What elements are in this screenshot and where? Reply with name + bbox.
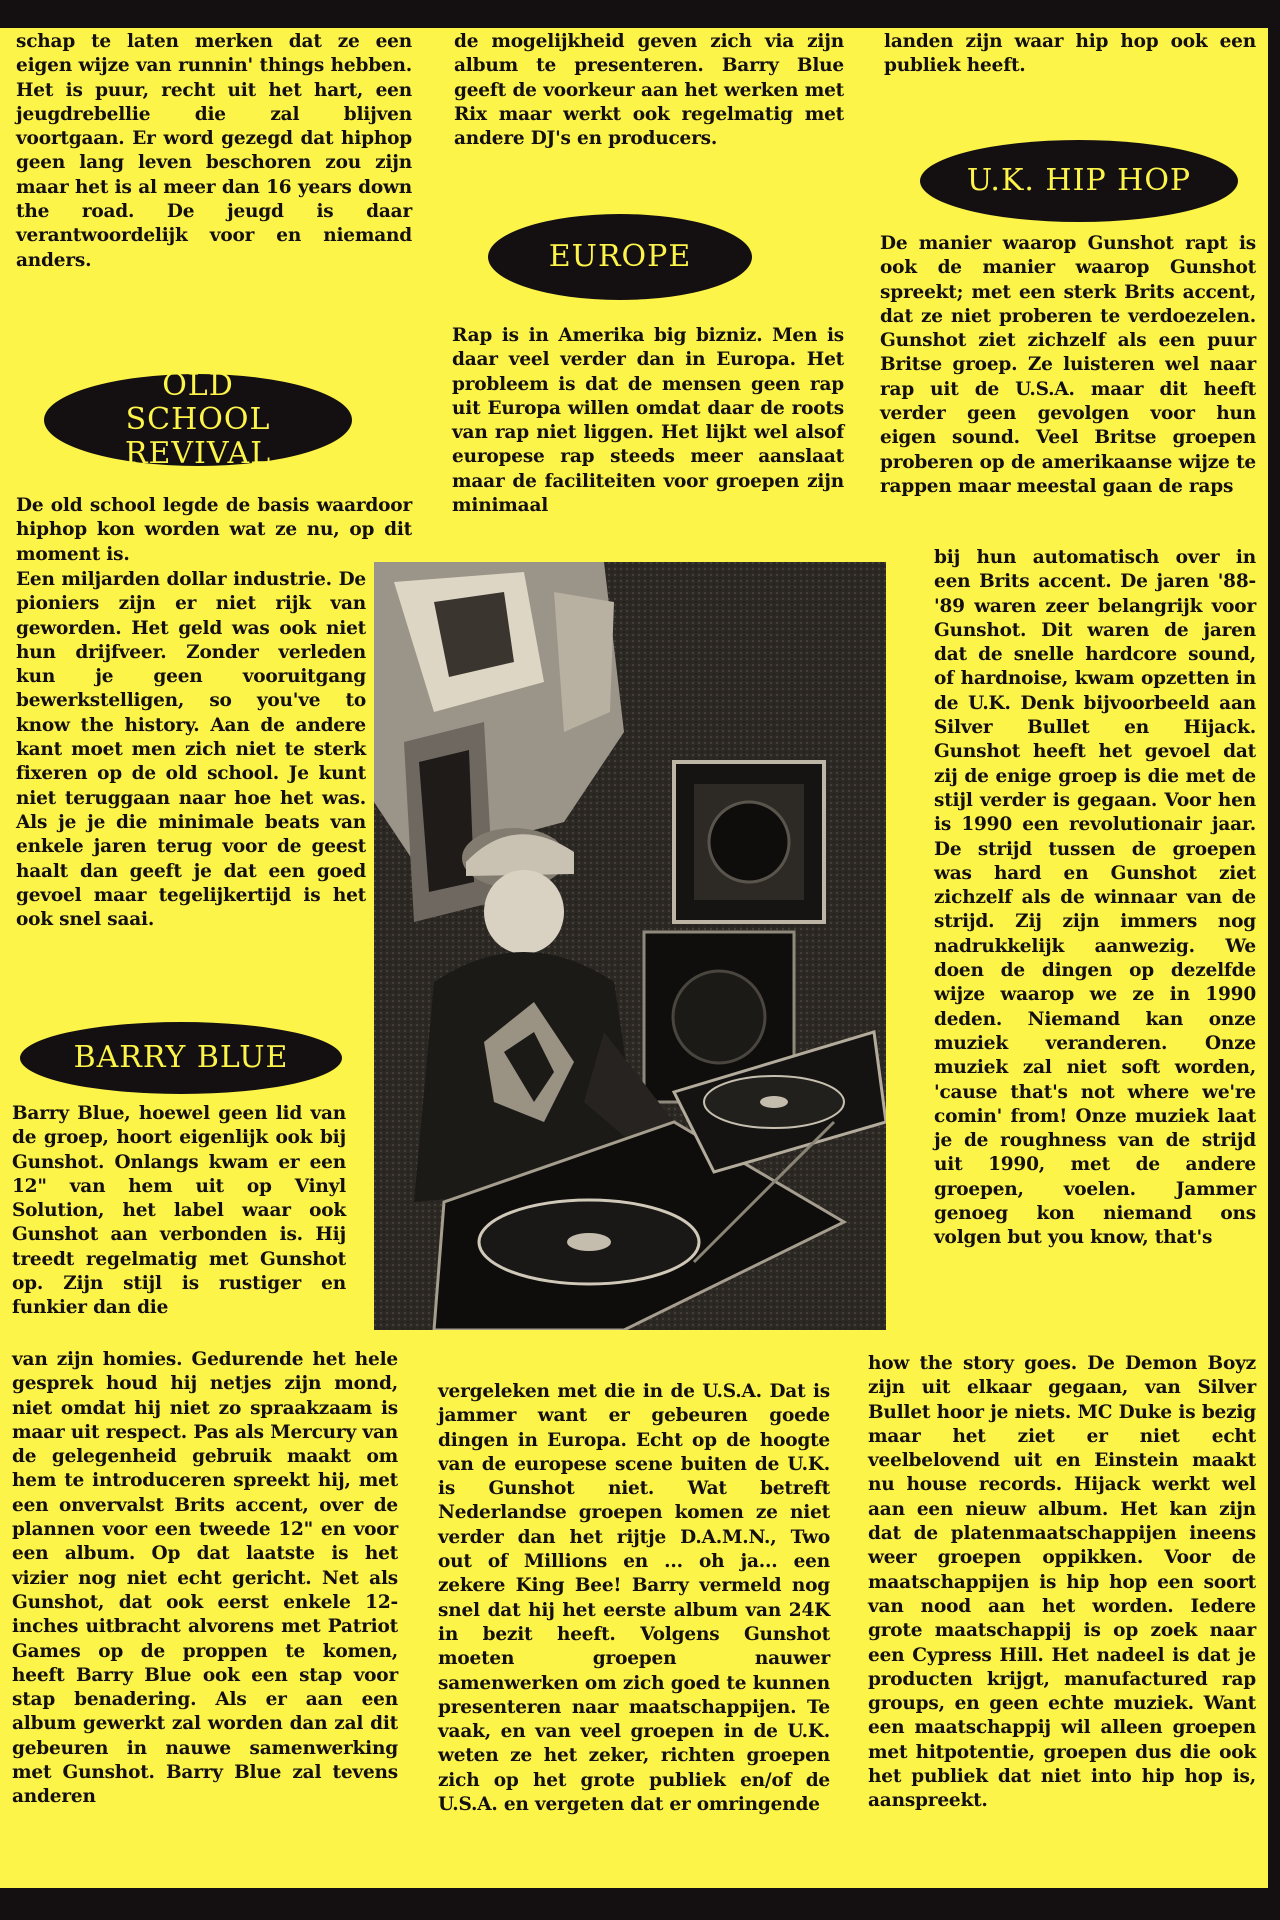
barry-blue-paragraph-a: Barry Blue, hoewel geen lid van de groep, hoort eigenlijk ook bij Gunshot. Onlangs kwam er een 12" van hem uit op Vinyl Solution, het label waar ook Gunshot aan verbonden is. Hij treedt regelmatig met Gunshot op. Zijn stijl is rustiger en funkier dan die	[12, 1103, 346, 1319]
europe-paragraph: Rap is in Amerika big bizniz. Men is daar veel verder dan in Europa. Het probleem is dat de mensen geen rap uit Europa willen omdat daar de roots van rap niet liggen. Het lijkt wel alsof europese rap steeds meer aanslaat maar de faciliteiten voor groepen zijn minimaal	[452, 325, 844, 517]
heading-barry-blue: BARRY BLUE	[20, 1022, 342, 1094]
dj-photo	[374, 562, 886, 1330]
dj-photo-illustration	[374, 562, 886, 1330]
uk-hiphop-paragraph-a: De manier waarop Gunshot rapt is ook de manier waarop Gunshot spreekt; met een sterk Brits accent, dat ze niet proberen te verdoezelen. Gunshot ziet zichzelf als een puur Britse groep. Ze luisteren wel naar rap uit de U.S.A. maar dit heeft verder geen gevolgen voor hun eigen sound. Veel Britse groepen proberen op de amerikaanse wijze te rappen maar meestal gaan de raps	[880, 233, 1256, 497]
column-1-intro	[16, 30, 412, 273]
column-2-top: de mogelijkheid geven zich via zijn album te presenteren. Barry Blue geeft de voorkeur aan het werken met Rix maar werkt ook regelmatig met andere DJ's en producers.	[454, 31, 844, 150]
heading-old-school-revival: OLD SCHOOL REVIVAL	[44, 374, 352, 466]
intro-paragraph: schap te laten merken dat ze een eigen wijze van runnin' things hebben. Het is puur, recht uit het hart, een jeugdrebellie die zal blijven voortgaan. Er word gezegd dat hiphop geen lang leven beschoren zou zijn maar het is al meer dan 16 years down the road. De jeugd is daar verantwoordelijk voor en niemand anders.	[16, 31, 412, 271]
column-3-top: landen zijn waar hip hop ook een publiek heeft.	[884, 31, 1256, 77]
europe-paragraph-continued: vergeleken met die in de U.S.A. Dat is jammer want er gebeuren goede dingen in Europa. Echt op de hoogte van de europese scene buiten de U.K. is Gunshot niet. Wat betreft Nederlandse groepen komen ze niet verder dan het rijtje D.A.M.N., Two out of Millions en ... oh ja... een zekere King Bee! Barry vermeld nog snel dat hij het eerste album van 24K in bezit heeft. Volgens Gunshot moeten groepen nauwer samenwerken om zich goed te kunnen presenteren naar maatschappijen. Te vaak, en van veel groepen in de U.K. weten ze het zeker, richten groepen zich op het grote publiek en/of de U.S.A. en vergeten dat er omringende	[438, 1381, 830, 1816]
magazine-page	[0, 28, 1268, 1888]
old-school-paragraph-a: De old school legde de basis waardoor hiphop kon worden wat ze nu, op dit moment is.	[16, 495, 412, 565]
barry-blue-paragraph-b: van zijn homies. Gedurende het hele gesprek houd hij netjes zijn mond, niet omdat hij niet zo spraakzaam is maar uit respect. Pas als Mercury van de gelegenheid gebruik maakt om hem te introduceren spreekt hij, met een onvervalst Brits accent, over de plannen voor een tweede 12" en voor een album. Op dat laatste is het vizier nog niet echt gericht. Net als Gunshot, dat ook eerst enkele 12-inches uitbracht alvorens met Patriot Games op de proppen te komen, heeft Barry Blue ook een stap voor stap benadering. Als er aan een album gewerkt zal worden dan zal dit gebeuren in nauwe samenwerking met Gunshot. Barry Blue zal tevens anderen	[12, 1349, 398, 1808]
uk-hiphop-paragraph-c: how the story goes. De Demon Boyz zijn uit elkaar gegaan, van Silver Bullet hoor je niets. MC Duke is bezig maar het ziet er niet echt veelbelovend uit en Einstein maakt nu house records. Hijack werkt wel aan een nieuw album. Het kan zijn dat de platenmaatschappijen ineens weer groepen oppikken. Voor de maatschappijen is hip hop een soort van nood aan het worden. Iedere grote maatschappij is op zoek naar een Cypress Hill. Het nadeel is dat je producten krijgt, manufactured rap groups, en geen echte muziek. Want een maatschappij wil alleen groepen met hitpotentie, groepen dus die ook het publiek dat niet into hip hop is, aanspreekt.	[868, 1353, 1256, 1812]
heading-uk-hip-hop: U.K. HIP HOP	[920, 140, 1238, 222]
heading-europe: EUROPE	[488, 214, 752, 300]
uk-hiphop-paragraph-b: bij hun automatisch over in een Brits accent. De jaren '88-'89 waren zeer belangrijk voor Gunshot. Dit waren de jaren dat de snelle hardcore sound, of hardnoise, kwam opzetten in de U.K. Denk bijvoorbeeld aan Silver Bullet en Hijack. Gunshot heeft het gevoel dat zij de enige groep is die met de stijl verder is gegaan. Voor hen is 1990 een revolutionair jaar. De strijd tussen de groepen was hard en Gunshot ziet zichzelf als de winnaar van de strijd. Zij zijn immers nog nadrukkelijk aanwezig. We doen de dingen op dezelfde wijze waarop we ze in 1990 deden. Niemand kan onze muziek veranderen. Onze muziek zal niet soft worden, 'cause that's not where we're comin' from! Onze muziek laat je de roughness van de strijd uit 1990, met de andere groepen, voelen. Jammer genoeg kon niemand ons volgen but you know, that's	[934, 547, 1256, 1249]
old-school-paragraph-b: Een miljarden dollar industrie. De pioniers zijn er niet rijk van geworden. Het geld was ook niet hun drijfveer. Zonder verleden kun je geen vooruitgang bewerkstelligen, so you've to know the history. Aan de andere kant moet men zich niet te sterk fixeren op de old school. Je kunt niet teruggaan naar hoe het was. Als je je die minimale beats van enkele jaren terug voor de geest haalt dan geeft je dat een goed gevoel maar tegelijkertijd is het ook snel saai.	[16, 569, 366, 931]
